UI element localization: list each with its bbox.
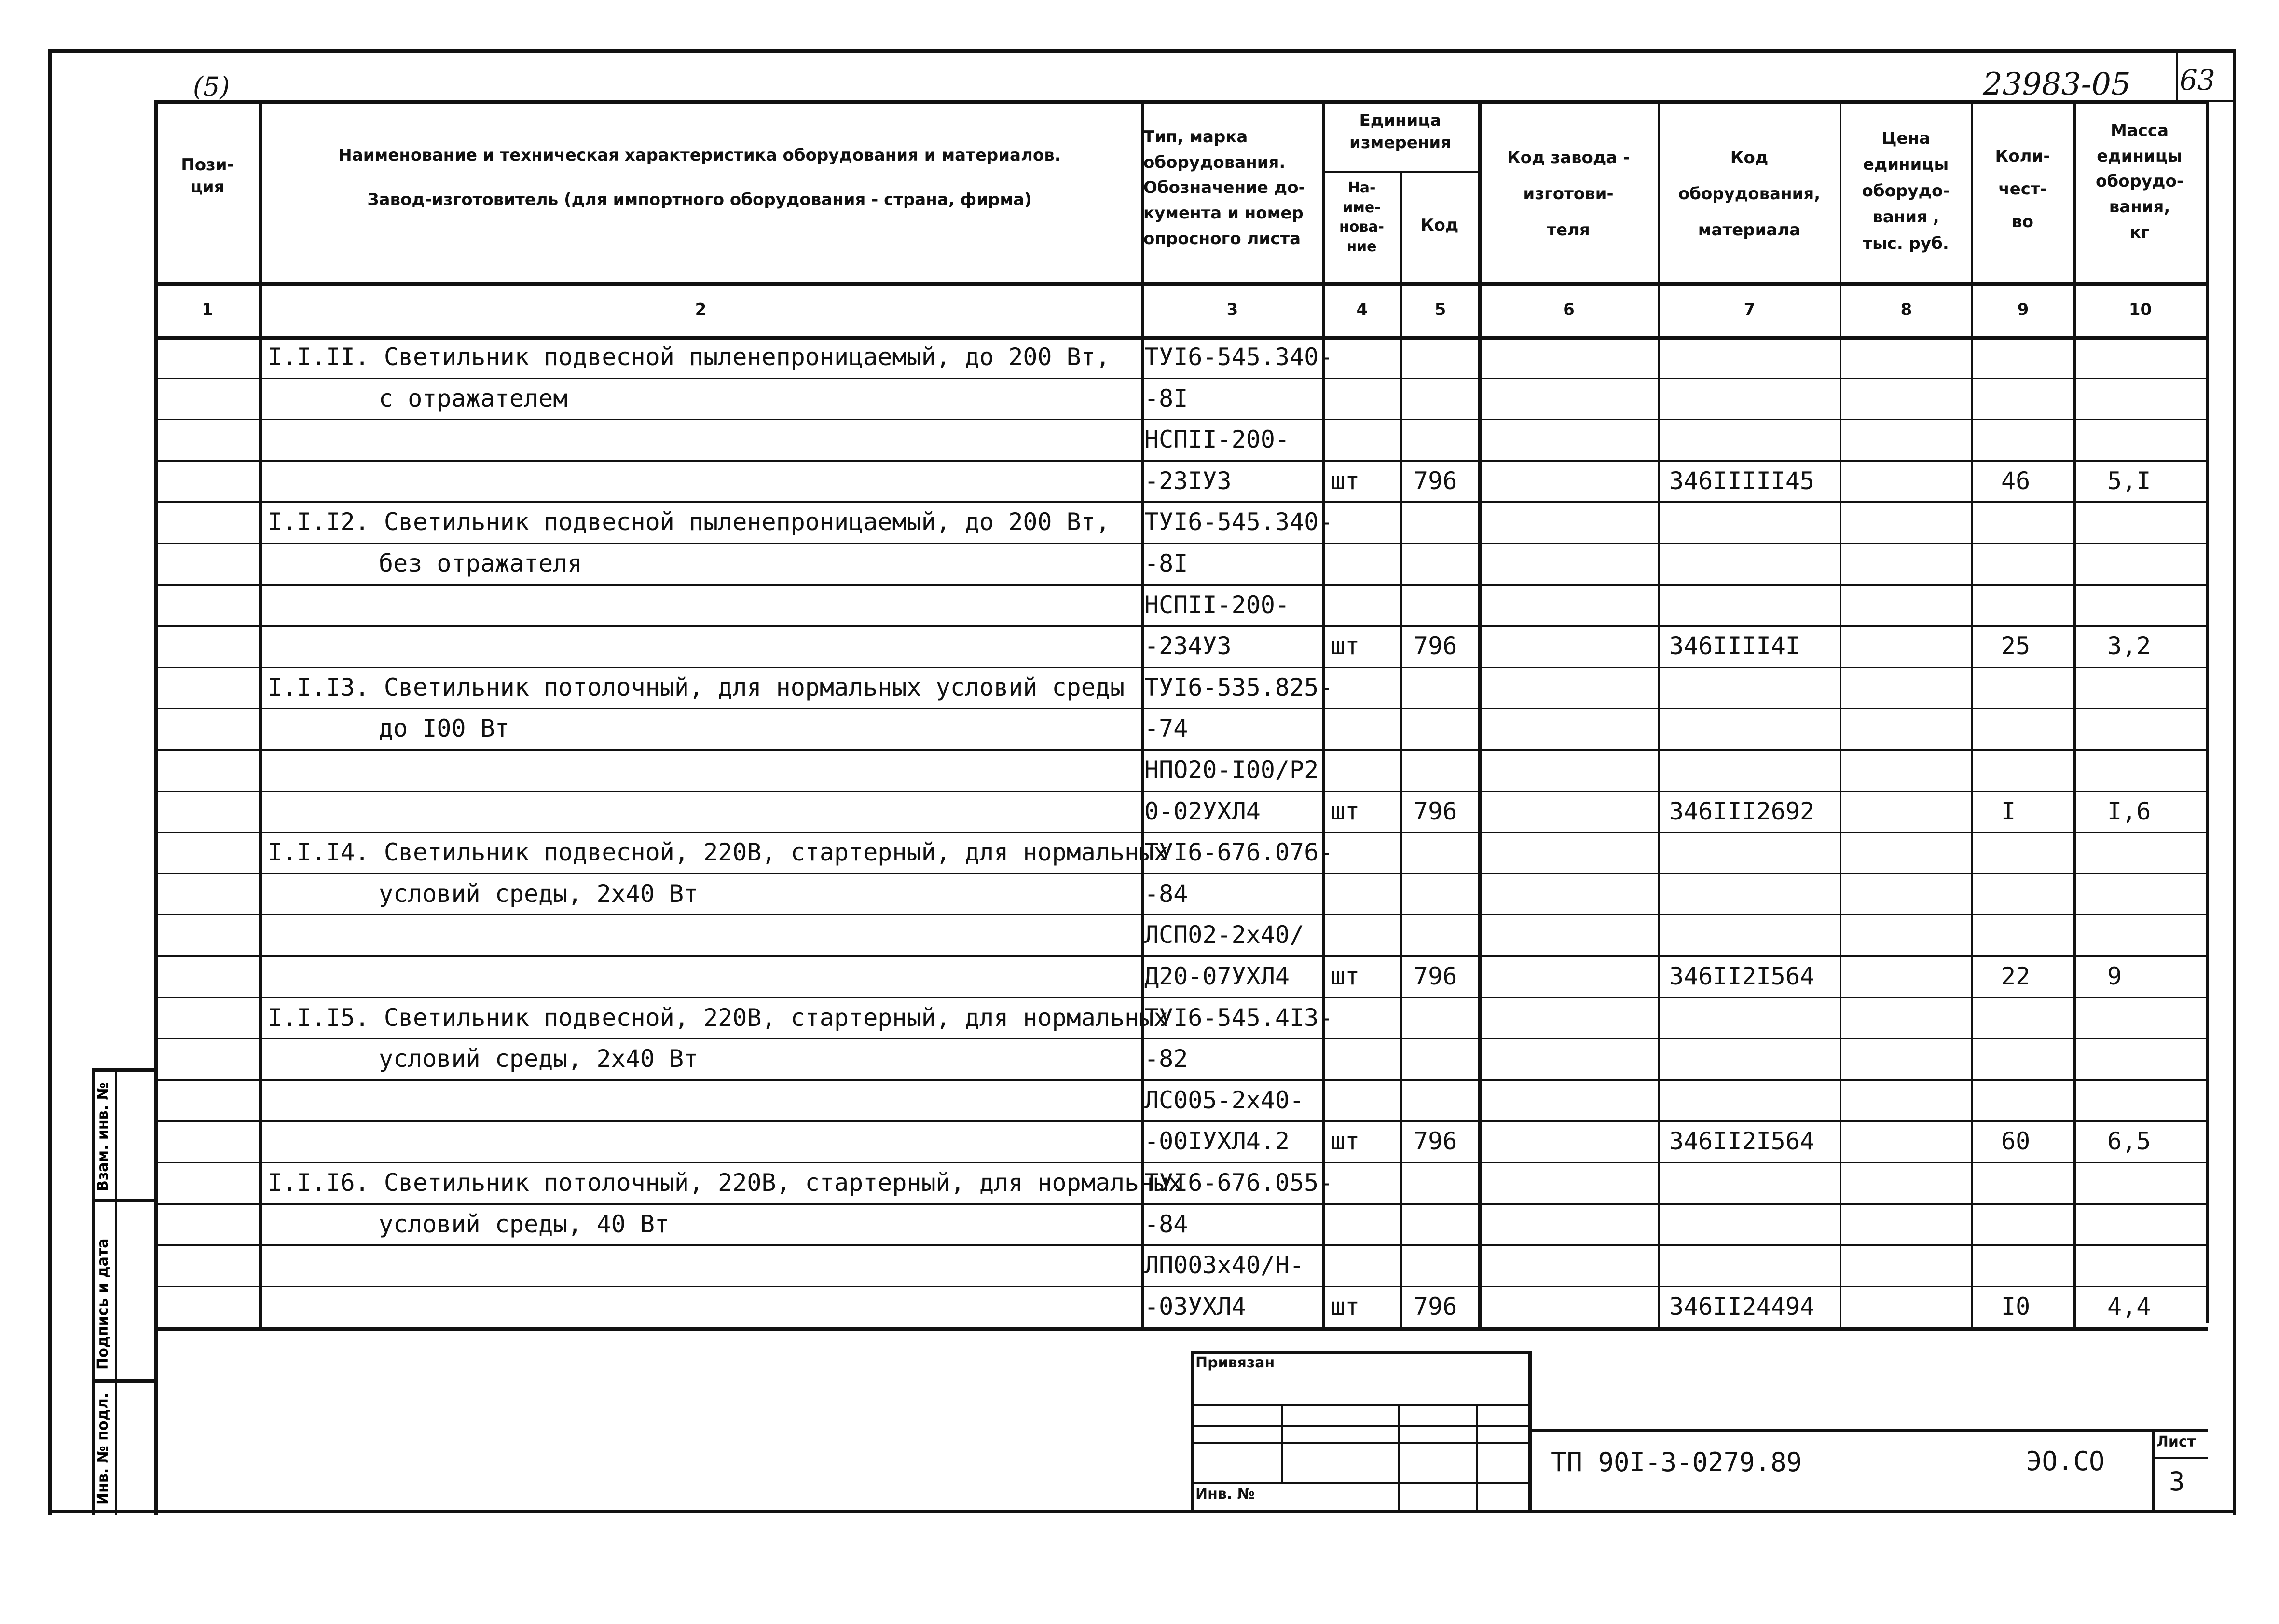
stamp-privyazan: Привязан — [1195, 1354, 1275, 1371]
table-cell-c3: -8I — [1144, 549, 1188, 577]
colnum-2: 2 — [695, 300, 707, 319]
table-cell-c3: НСПII-200- — [1144, 591, 1290, 619]
table-cell-c2: без отражателя — [379, 549, 582, 577]
colnum-5: 5 — [1434, 300, 1446, 319]
header-unit-group: Единица измерения — [1349, 111, 1451, 152]
table-cell-c3: ЛС005-2х40- — [1144, 1086, 1304, 1114]
table-cell-c2: I.I.II. Светильник подвесной пыленепроницаемый, до 200 Вт, — [268, 343, 1110, 371]
table-cell-c5: 796 — [1414, 962, 1457, 990]
stamp-top — [1191, 1351, 1530, 1354]
table-cell-c3: -00IУХЛ4.2 — [1144, 1127, 1290, 1155]
table-cell-c3: -82 — [1144, 1045, 1188, 1073]
table-cell-c7: 346IIIII45 — [1669, 467, 1815, 495]
table-cell-c3: ТУI6-676.055- — [1144, 1169, 1333, 1197]
table-cell-c3: -84 — [1144, 1210, 1188, 1238]
table-cell-c10: 3,2 — [2107, 632, 2151, 660]
colnum-4: 4 — [1356, 300, 1368, 319]
table-cell-c2: I.I.I5. Светильник подвесной, 220В, стартерный, для нормальных — [268, 1004, 1168, 1032]
table-cell-c10: 5,I — [2107, 467, 2151, 495]
table-cell-c3: 0-02УХЛ4 — [1144, 797, 1261, 825]
row-separator — [154, 378, 2208, 379]
row-separator — [154, 543, 2208, 544]
col-line-7 — [1840, 100, 1841, 1329]
header-equipment-code: Код оборудования, материала — [1678, 148, 1821, 240]
table-cell-c2: I.I.I3. Светильник потолочный, для нормальных условий среды — [268, 673, 1125, 701]
table-cell-c2: условий среды, 2х40 Вт — [379, 880, 699, 908]
sheet-bottom-border — [48, 1510, 2234, 1513]
table-cell-c3: НСПII-200- — [1144, 425, 1290, 453]
stamp-col2 — [1398, 1404, 1400, 1510]
header-name: Наименование и техническая характеристика оборудования и материалов. Завод-изготовитель (для импортного оборудования - страна, фирма) — [338, 146, 1061, 209]
table-cell-c7: 346IIII4I — [1669, 632, 1800, 660]
row-separator — [154, 667, 2208, 668]
row-separator — [154, 914, 2208, 915]
table-cell-c7: 346II2I564 — [1669, 962, 1815, 990]
stamp-left — [1191, 1351, 1194, 1510]
table-cell-c3: ЛП003х40/Н- — [1144, 1251, 1304, 1279]
outer-left-border — [48, 49, 52, 1515]
stamp-row3 — [1191, 1442, 1530, 1444]
row-separator — [154, 460, 2208, 462]
table-cell-c3: -03УХЛ4 — [1144, 1293, 1246, 1321]
table-cell-c9: 46 — [2001, 467, 2031, 495]
table-cell-c3: ТУI6-545.340- — [1144, 508, 1333, 536]
colnum-7: 7 — [1744, 300, 1756, 319]
table-cell-c2: I.I.I6. Светильник потолочный, 220В, стартерный, для нормальных — [268, 1169, 1183, 1197]
side-label-podpis-data: Подпись и дата — [95, 1238, 111, 1370]
table-cell-c3: ТУI6-545.4I3- — [1144, 1004, 1333, 1032]
table-cell-c5: 796 — [1414, 797, 1457, 825]
row-separator — [154, 419, 2208, 420]
row-separator — [154, 1120, 2208, 1122]
header-unit-name: На- име- нова- ние — [1339, 179, 1385, 255]
colnum-6: 6 — [1563, 300, 1575, 319]
sheet-number: 3 — [2169, 1466, 2185, 1497]
stamp-inv-no: Инв. № — [1195, 1486, 1255, 1502]
header-bottom-border — [154, 282, 2208, 286]
table-cell-c4: шт — [1331, 632, 1360, 660]
table-cell-c2: условий среды, 2х40 Вт — [379, 1045, 699, 1073]
table-top-border — [154, 100, 2208, 104]
table-cell-c10: I,6 — [2107, 797, 2151, 825]
table-cell-c4: шт — [1331, 1127, 1360, 1155]
corner-box-left — [2176, 49, 2178, 101]
table-cell-c9: 60 — [2001, 1127, 2031, 1155]
row-separator — [154, 1244, 2208, 1246]
header-mass: Масса единицы оборудо- вания, кг — [2096, 121, 2183, 242]
row-separator — [154, 625, 2208, 627]
table-cell-c10: 4,4 — [2107, 1293, 2151, 1321]
table-cell-c2: I.I.I2. Светильник подвесной пыленепроницаемый, до 200 Вт, — [268, 508, 1110, 536]
column-number-row-bottom — [154, 336, 2208, 340]
table-cell-c3: ТУI6-535.825- — [1144, 673, 1333, 701]
table-cell-c3: ТУI6-545.340- — [1144, 343, 1333, 371]
table-cell-c4: шт — [1331, 1293, 1360, 1321]
title-block-top — [1528, 1429, 2208, 1432]
table-cell-c4: шт — [1331, 467, 1360, 495]
colnum-1: 1 — [202, 300, 213, 319]
col-line-3 — [1322, 100, 1325, 1329]
table-cell-c3: -84 — [1144, 880, 1188, 908]
table-cell-c10: 6,5 — [2107, 1127, 2151, 1155]
doc-number: 23983-05 — [1983, 67, 2131, 102]
row-separator — [154, 832, 2208, 833]
stamp-col1 — [1281, 1404, 1283, 1482]
table-cell-c3: -234У3 — [1144, 632, 1232, 660]
stamp-row4 — [1191, 1482, 1530, 1484]
row-separator — [154, 791, 2208, 792]
table-cell-c2: с отражателем — [379, 384, 568, 412]
table-cell-c3: ЛСП02-2х40/ — [1144, 921, 1304, 949]
col-line-9 — [2073, 100, 2076, 1329]
row-separator — [154, 873, 2208, 874]
row-separator — [154, 584, 2208, 586]
table-cell-c3: -23IУ3 — [1144, 467, 1232, 495]
row-separator — [154, 1203, 2208, 1205]
table-cell-c5: 796 — [1414, 632, 1457, 660]
col-line-1 — [259, 100, 262, 1329]
header-factory-code: Код завода - изготови- теля — [1507, 148, 1630, 240]
side-strip-top — [92, 1068, 154, 1072]
outer-top-border — [48, 49, 2234, 53]
sheet-label: Лист — [2156, 1433, 2196, 1450]
stamp-row2 — [1191, 1425, 1530, 1427]
table-cell-c4: шт — [1331, 797, 1360, 825]
side-label-inv-podl: Инв. № подл. — [95, 1392, 111, 1505]
sheet-box-divider — [2152, 1457, 2208, 1459]
row-separator — [154, 1162, 2208, 1163]
row-separator — [154, 1079, 2208, 1081]
side-label-vzam-inv: Взам. инв. № — [95, 1082, 111, 1191]
header-type-mark: Тип, марка оборудования. Обозначение до- кумента и номер опросного листа — [1143, 127, 1305, 248]
designation: ТП 90I-3-0279.89 — [1551, 1447, 1802, 1477]
stamp-col3 — [1476, 1404, 1478, 1510]
row-separator — [154, 501, 2208, 503]
col-line-6 — [1658, 100, 1660, 1329]
table-cell-c2: I.I.I4. Светильник подвесной, 220В, стартерный, для нормальных — [268, 838, 1168, 866]
colnum-8: 8 — [1900, 300, 1912, 319]
colnum-3: 3 — [1226, 300, 1238, 319]
table-cell-c2: условий среды, 40 Вт — [379, 1210, 670, 1238]
table-cell-c5: 796 — [1414, 467, 1457, 495]
header-quantity: Коли- чест- во — [1995, 147, 2050, 232]
side-strip-mid — [115, 1068, 117, 1515]
stamp-row1 — [1191, 1404, 1530, 1406]
row-separator — [154, 708, 2208, 709]
table-cell-c7: 346II24494 — [1669, 1293, 1815, 1321]
row-separator — [154, 955, 2208, 957]
page-left-number: (5) — [193, 71, 230, 102]
table-cell-c4: шт — [1331, 962, 1360, 990]
table-cell-c9: I — [2001, 797, 2016, 825]
header-unit-code: Код — [1420, 216, 1459, 235]
sheet-box-left — [2152, 1429, 2155, 1510]
table-cell-c7: 346II2I564 — [1669, 1127, 1815, 1155]
row-separator — [154, 1286, 2208, 1287]
col-line-5 — [1478, 100, 1482, 1329]
unit-group-divider — [1322, 171, 1478, 173]
table-cell-c9: 25 — [2001, 632, 2031, 660]
col-line-2 — [1141, 100, 1144, 1329]
page-corner-number: 63 — [2180, 64, 2215, 96]
table-cell-c3: Д20-07УХЛ4 — [1144, 962, 1290, 990]
table-cell-c3: -8I — [1144, 384, 1188, 412]
header-price: Цена единицы оборудо- вания , тыс. руб. — [1862, 129, 1950, 253]
row-separator — [154, 997, 2208, 998]
colnum-9: 9 — [2017, 300, 2029, 319]
side-strip-div2 — [92, 1379, 154, 1383]
table-cell-c9: 22 — [2001, 962, 2031, 990]
table-cell-c2: до I00 Вт — [379, 714, 509, 742]
row-separator — [154, 749, 2208, 751]
header-position: Пози- ция — [181, 155, 234, 197]
table-cell-c3: -74 — [1144, 714, 1188, 742]
table-cell-c7: 346III2692 — [1669, 797, 1815, 825]
table-cell-c3: ТУI6-676.076- — [1144, 838, 1333, 866]
table-cell-c5: 796 — [1414, 1293, 1457, 1321]
table-cell-c5: 796 — [1414, 1127, 1457, 1155]
row-separator — [154, 1038, 2208, 1039]
table-body-bottom — [154, 1327, 2208, 1331]
outer-right-border — [2233, 49, 2236, 1515]
table-cell-c9: I0 — [2001, 1293, 2031, 1321]
table-cell-c3: НПО20-I00/Р2 — [1144, 756, 1319, 784]
col-line-8 — [1971, 100, 1973, 1329]
colnum-10: 10 — [2128, 300, 2152, 319]
section-code: ЭО.СО — [2026, 1446, 2105, 1476]
table-cell-c10: 9 — [2107, 962, 2122, 990]
side-strip-div1 — [92, 1199, 154, 1202]
